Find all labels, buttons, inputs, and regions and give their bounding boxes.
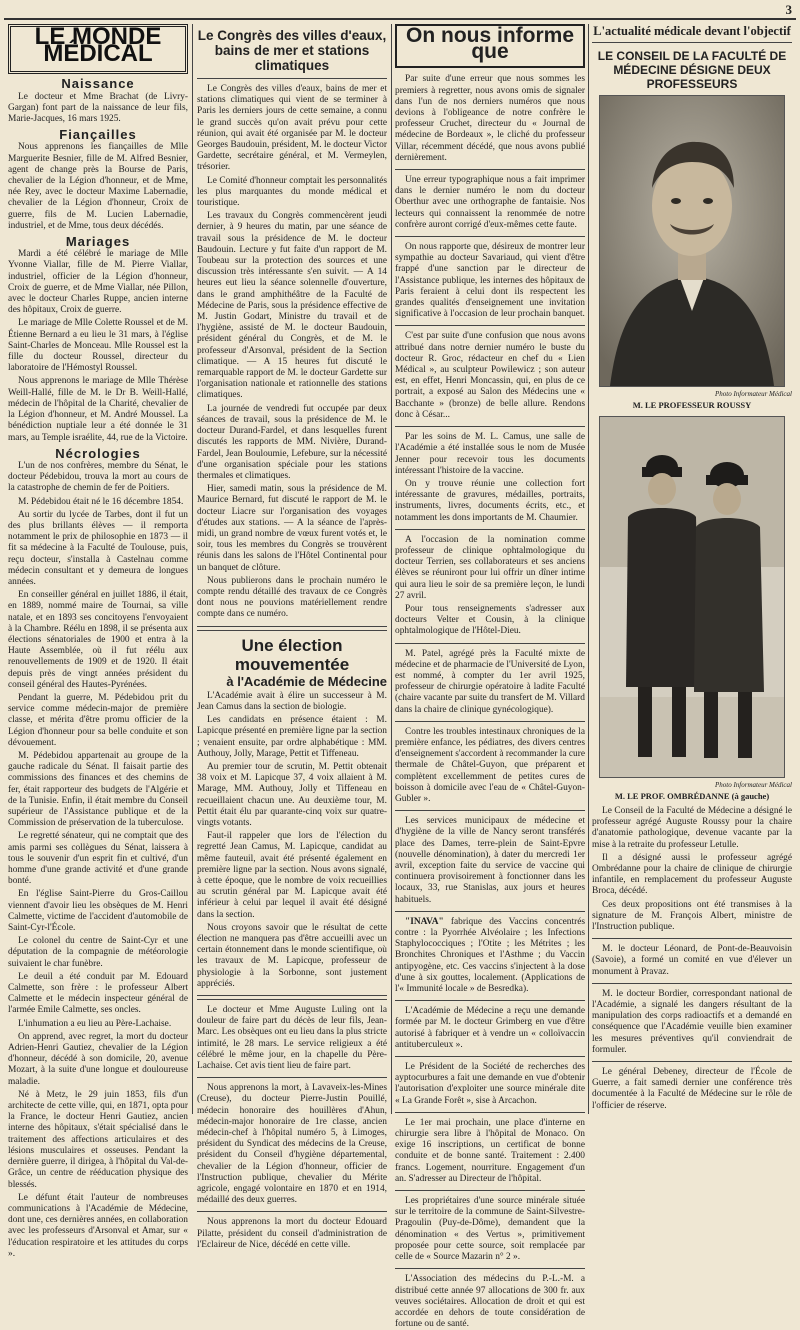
article-paragraph: Le défunt était l'auteur de nombreuses communications à l'Académie de Médecine, dont une, ces dernières années, en collaboration avec les professeurs d'Arsonval et Amar, sur « l'éducation respiratoire et les attitudes du corps ».: [8, 1192, 188, 1259]
column-on-nous-informe: [395, 24, 586, 1330]
divider: [395, 529, 585, 530]
divider: [197, 626, 387, 631]
divider: [395, 721, 585, 722]
article-paragraph: Mardi a été célébré le mariage de Mlle Yvonne Viallar, fille de M. Pierre Viallar, industriel, officier de la Légion d'honneur, Croix de guerre, et de Mme Viallar, née Pillon, avec le docteur Charles Ruppe, ancien interne des hôpitaux, Croix de guerre.: [8, 249, 188, 316]
article-paragraph: M. Pédebidou appartenait au groupe de la gauche radicale du Sénat. Il faisait partie des commissions des finances et des chemins de fer, était rapporteur des budgets de l'Algérie et de la Tunisie. Enfin, il était membre du Conseil supérieur de l'Assistance publique et de la Commission de préservation de la tuberculose.: [8, 750, 188, 829]
news-item: Par suite d'une erreur que nous sommes les premiers à regretter, nous avons omis de signaler dans l'un de nos derniers numéros que nous devions à l'obligeance de notre confrère le professeur Cruchet, directeur du « Journal de médecine de Bordeaux », le cliché du professeur Villar, récemment décédé, que nous avons publié dernièrement.: [395, 74, 585, 163]
news-item: Les propriétaires d'une source minérale située sur le territoire de la commune de Saint-Silvestre-Pragoulin (Puy-de-Dôme), demandent que la dénomination « des Vertus », primitivement proposée pour cette source, soit remplacée par celle de « Source Mazarin n° 2 ».: [395, 1196, 585, 1263]
section-heading-necrologies: Nécrologies: [55, 445, 141, 461]
ombredanne-street-photo: [599, 416, 785, 778]
divider: [395, 1056, 585, 1057]
divider: [197, 78, 387, 79]
article-paragraph: Le colonel du centre de Saint-Cyr et une députation de la compagnie de météorologie suivaient le char funèbre.: [8, 936, 188, 969]
article-paragraph: En conseiller général en juillet 1886, il était, en 1889, nommé maire de Tournai, sa ville natale, et en 1893 ses concitoyens l'envoyaient à la Chambre. Réélu en 1898, il se présenta aux élections sénatoriales de 1900 et entra à la Haute Assemblée, où il fut réélu aux renouvellements de 1909 et de 1920. Il était depuis près de vingt années président du conseil général des Hautes-Pyrénées.: [8, 590, 188, 690]
election-headline: Une élection mouvementée: [234, 635, 350, 674]
conseil-headline: LE CONSEIL DE LA FACULTÉ DE MÉDECINE DÉSIGNE DEUX PROFESSEURS: [597, 49, 787, 92]
column-rule: [391, 24, 392, 1114]
article-paragraph: En l'église Saint-Pierre du Gros-Caillou viennent d'avoir lieu les obsèques de M. Henri Calmette, victime de l'accident d'automobile de Saint-Cyr-l'École.: [8, 889, 188, 934]
article-paragraph: M. Pédebidou était né le 16 décembre 1854.: [18, 496, 184, 507]
article-paragraph: Faut-il rappeler que lors de l'élection du regretté Jean Camus, M. Lapicque, candidat au même fauteuil, avait été présenté également en première ligne par la section. Nous avons signalé, à cette époque, que le nombre de voix recueillies au scrutin général par M. Lapicque avait été inférieur à celui par lequel il avait été désigné dans la section.: [197, 831, 387, 920]
article-paragraph: Le deuil a été conduit par M. Edouard Calmette, son frère : le professeur Albert Calmette et le médecin inspecteur général de l'armée Emile Calmette, ses oncles.: [8, 971, 188, 1016]
divider: [395, 325, 585, 326]
divider: [592, 983, 792, 984]
photo-caption-ombredanne: M. LE PROF. OMBRÉDANNE (à gauche): [614, 790, 770, 801]
news-item: Le Président de la Société de recherches des ayptocurbures a fait une demande en vue d'obtenir l'autorisation d'exploiter une source minérale dite « La Grande Forêt », sise à Arcachon.: [395, 1062, 585, 1106]
article-paragraph: Le Congrès des villes d'eaux, bains de mer et stations climatiques qui vient de se terminer à Paris les derniers jours de cette semaine, a connu le grand succès qu'on avait prévu pour cette réunion, qui avait été organisée par M. le docteur Georges Baudouin, président, M. le docteur Victor Gardette, secrétaire général, et M. Vermeylen, trésorier.: [197, 84, 387, 173]
news-item: C'est par suite d'une confusion que nous avons attribué dans notre dernier numéro le buste du docteur R. Groc, rédacteur en chef du « Lien Médical », au sculpteur Powilewicz ; son auteur est, en effet, Henri Moncassin, qui, en plus de ce portrait, a exposé au Salon des Médecins une « Bacchante » (bronze) de belle allure. Rendons donc à César...: [395, 331, 585, 420]
page-number: 3: [785, 2, 792, 17]
article-paragraph: Le Conseil de la Faculté de Médecine a désigné le professeur agrégé Auguste Roussy pour la chaire d'anatomie pathologique, devenue vacante par la mise à la retraite du professeur Letulle.: [592, 806, 792, 850]
article-paragraph: M. le docteur Bordier, correspondant national de l'Académie, a signalé les dangers résultant de la manipulation des corps radioactifs et a demandé en conséquence que l'Académie veuille bien examiner les mesures préventives qu'il conviendrait de formuler.: [592, 988, 792, 1055]
roussy-portrait-photo: [599, 95, 785, 387]
news-item: On y trouve réunie une collection fort intéressante de gravures, médailles, portraits, instruments, livres, documents écrits, etc., et notamment les dons importants de M. Chaumier.: [395, 478, 585, 523]
inava-advert: [395, 917, 585, 995]
street-illustration: [600, 417, 784, 777]
article-paragraph: On apprend, avec regret, la mort du docteur Adrien-Henri Gautiez, chevalier de la Légion d'honneur, décédé à son domicile, 20, avenue Mozart, à la suite d'une longue et douloureuse maladie.: [8, 1031, 188, 1087]
divider: [395, 911, 585, 912]
article-paragraph: Nous publierons dans le prochain numéro le compte rendu détaillé des travaux de ce Congrès dont nous ne pouvions matériellement rendre compte dans ce numéro.: [197, 575, 387, 620]
photo-caption-roussy: M. LE PROFESSEUR ROUSSY: [632, 400, 752, 411]
article-paragraph: Nous apprenons la mort du docteur Edouard Pilatte, président du conseil d'administration de l'Eclaireur de Nice, décédé en cette ville.: [197, 1217, 387, 1250]
divider: [197, 1211, 387, 1212]
divider: [592, 42, 792, 43]
article-paragraph: Nous apprenons la mort, à Lavaveix-les-Mines (Creuse), du docteur Pierre-Justin Pouillé, médecin honoraire des houillères d'Ahun, médecin-major honoraire de 1re classe, ancien médecin-chef à l'hôpital numéro 5, à Limoges, président du Syndicat des médecins de la Creuse, président du Conseil d'hygiène départemental, chevalier de la Légion d'honneur, officier de l'Instruction publique, chevalier du Mérite agricole, engagé volontaire en 1870 et en 1914, médaillé des deux guerres.: [197, 1083, 387, 1206]
divider: [395, 236, 585, 237]
article-paragraph: Pendant la guerre, M. Pédebidou prit du service comme médecin-major de première classe, et mérita d'être promu officier de la Légion d'honneur pour sa belle conduite et son dévouement.: [8, 692, 188, 748]
article-paragraph: Nous apprenons le mariage de Mlle Thérèse Weill-Hallé, fille de M. le Dr B. Weill-Hallé, médecin de l'hôpital de la Charité, chevalier de la Légion d'honneur, et M. André Moussel. La bénédiction nuptiale leur a été donnée le 31 mars, au Temple israélite, 44, rue de la Victoire.: [8, 376, 188, 443]
divider: [395, 643, 585, 644]
informe-header-box: [395, 24, 585, 68]
divider: [395, 1268, 585, 1269]
news-item: A l'occasion de la nomination comme professeur de clinique ophtalmologique du docteur Terrien, ses collaborateurs et ses anciens élèves se réuniront pour lui offrir un dîner intime qui aura lieu le soir de sa première leçon, le lundi 27 avril.: [395, 534, 585, 601]
article-paragraph: Il a désigné aussi le professeur agrégé Ombrédanne pour la chaire de clinique de chirurgie infantile, en remplacement du professeur Auguste Broca, décédé.: [592, 852, 792, 897]
column-congres: [197, 24, 387, 1250]
photo-credit: Photo Informateur Médical: [715, 390, 792, 399]
article-paragraph: Le Comité d'honneur comptait les personnalités les plus marquantes du monde médical et touristique.: [197, 175, 387, 209]
article-paragraph: Nous croyons savoir que le résultat de cette élection ne manquera pas d'être accueilli avec un certain étonnement dans le monde scientifique, où les travaux de M. Lapicque, professeur de physiologie à la Sorbonne, sont justement appréciés.: [197, 922, 387, 989]
article-paragraph: Le regretté sénateur, qui ne comptait que des amis parmi ses collègues du Sénat, laissera à tous le souvenir d'un esprit fin et cultivé, d'un homme d'une grande activité et d'une grande bonté.: [8, 831, 188, 887]
article-paragraph: Ces deux propositions ont été transmises à la signature de M. François Albert, ministre de l'Instruction publique.: [592, 899, 792, 933]
actualite-title: L'actualité médicale devant l'objectif: [593, 24, 791, 38]
news-item: L'Association des médecins du P.-L.-M. a distribué cette année 97 allocations de 300 fr. aux veuves sociétaires. Allocation de droit et qui est accordée en dehors de toute considération de fortune ou de santé.: [395, 1274, 585, 1330]
article-paragraph: Le docteur et Mme Auguste Luling ont la douleur de faire part du décès de leur fils, Jean-Marc. Les obsèques ont eu lieu dans la plus stricte intimité, le 28 mars. Le service religieux a été célébré le même jour, en la chapelle du Père-Lachaise. Cet avis tient lieu de faire part.: [197, 1005, 387, 1072]
article-paragraph: L'un de nos confrères, membre du Sénat, le docteur Pédebidou, trouva la mort au cours de la catastrophe de chemin de fer de Poitiers.: [8, 460, 188, 494]
informe-title: On nous informe que: [406, 24, 574, 64]
masthead-title: LE MONDE MÉDICAL: [34, 23, 162, 68]
top-rule: [4, 18, 796, 20]
section-heading-naissance: Naissance: [61, 76, 135, 92]
news-item: M. Patel, agrégé près la Faculté mixte de médecine et de pharmacie de l'Université de Lyon, est nommé, à compter du 1er avril 1925, professeur de chirurgie opératoire à ladite Faculté (chaire vacante par suite du transfert de M. Villard dans la chaire de clinique gynécologique).: [395, 648, 585, 715]
column-monde-medical: [8, 23, 188, 1259]
news-item: Pour tous renseignements s'adresser aux docteurs Velter et Cousin, à la clinique ophtalmologique de l'Hôtel-Dieu.: [395, 603, 585, 637]
column-actualite: [592, 24, 792, 1114]
section-heading-fiancailles: Fiançailles: [59, 127, 137, 143]
election-subheadline: à l'Académie de Médecine: [226, 673, 387, 689]
news-item: Par les soins de M. L. Camus, une salle de l'Académie a été installée sous le nom de Musée Jenner pour recevoir tous les documents intéressant l'histoire de la vaccine.: [395, 432, 585, 476]
divider: [395, 426, 585, 427]
photo-credit: Photo Informateur Médical: [715, 780, 792, 789]
news-item: Contre les troubles intestinaux chroniques de la première enfance, les pédiatres, des divers centres d'enseignement s'accordent à recommander la cure thermale de Châtel-Guyon, que préparent et complètent excellemment de petites cures de boisson à domicile avec l'eau de « Châtel-Guyon-Gubler ».: [395, 726, 586, 804]
inava-text: fabrique des Vaccins concentrés contre : la Pyorrhée Alvéolaire ; les Infections Staphylococciques ; l'Otite ; les Métrites ; les Bronchites Chroniques et l'Asthme ; du Vaccin antipyogène, etc. Ces vaccins s'injectent à la dose d'une à six gouttes, localement. (Applications de l'« Immunité locale » de Besredka).: [395, 916, 586, 995]
divider: [592, 1061, 792, 1062]
fiancailles-text: Nous apprenons les fiançailles de Mlle Marguerite Besnier, fille de M. Alfred Besnier, agent de change près la Bourse de Paris, chevalier de la Légion d'honneur, et de Mme, née Rey, avec le docteur Maxime Labernadie, chevalier de la Légion d'honneur, Croix de guerre, fils de M. Lucien Labernadie, industriel, et de Mme, tous deux décédés.: [8, 142, 188, 231]
divider: [592, 938, 792, 939]
news-item: L'Académie de Médecine a reçu une demande formée par M. le docteur Grimberg en vue d'être autorisé à fabriquer et à vendre un « colloïvaccin antituberculeux ».: [395, 1006, 585, 1050]
article-paragraph: Né à Metz, le 29 juin 1853, fils d'un architecte de cette ville, qui, en 1871, opta pour la France, le docteur Henri Gautiez, ancien interne des hôpitaux, s'était spécialisé dans le traitement des affections articulaires et des lésions musculaires et osseuses. Pendant la dernière guerre, il dirigea, à l'hôpital du Val-de-Grâce, un centre de rééducation physique des blessés.: [8, 1089, 188, 1190]
article-paragraph: M. le docteur Léonard, de Pont-de-Beauvoisin (Savoie), a formé un comité en vue d'élever un monument à Pravaz.: [592, 944, 792, 977]
article-paragraph: Hier, samedi matin, sous la présidence de M. Maurice Bernard, fut discuté le rapport de M. le docteur Liacre sur l'organisation des voyages d'études aux stations. — A la séance de l'après-midi, un grand nombre de vœux furent votés et, le soir, tous les membres du Congrès se trouvèrent réunis dans les salons de l'Hôtel Continental pour un banquet de clôture.: [197, 484, 387, 573]
divider: [395, 1112, 585, 1113]
inava-brand: "INAVA": [405, 916, 444, 927]
divider: [395, 1190, 585, 1191]
section-heading-mariages: Mariages: [65, 234, 131, 250]
divider: [395, 1000, 585, 1001]
article-paragraph: Les candidats en présence étaient : M. Lapicque présenté en première ligne par la section ; venaient ensuite, par ordre alphabétique : MM. Authouy, Jolly, Marage, Pettit et Tiffeneau.: [197, 715, 387, 759]
article-paragraph: Le mariage de Mlle Colette Roussel et de M. Étienne Bernard a eu lieu le 31 mars, à l'église Saint-Charles de Monceau. Mlle Roussel est la fille du docteur Roussel, directeur du laboratoire de l'Hémostyl Roussel.: [8, 318, 188, 374]
divider: [395, 169, 585, 170]
article-paragraph: Au premier tour de scrutin, M. Pettit obtenait 38 voix et M. Lapicque 37, 4 voix allaient à M. Marage, MM. Authouy, Jolly et Tiffeneau en recueillaient chacun une. Au deuxième tour, M. Pettit était élu par quarante-cinq voix sur quatre-vingts votants.: [197, 761, 387, 828]
article-paragraph: L'inhumation a eu lieu au Père-Lachaise.: [18, 1018, 172, 1029]
news-item: Une erreur typographique nous a fait imprimer dans le dernier numéro le nom du docteur Oberthur avec une orthographe de fantaisie. Nos lecteurs qui connaissent la renommée de notre confrère auront corrigé d'eux-mêmes cette faute.: [395, 175, 585, 230]
article-paragraph: Les travaux du Congrès commencèrent jeudi dernier, à 9 heures du matin, par une séance de travail sous la présidence de M. le docteur Baudouin. Lecture y fut faite d'un rapport de M. Toubeau sur la protection des sources et une discussion très intéressante s'en suivit. — A 14 heures eut lieu la séance solennelle d'ouverture, dans le grand amphithéâtre de la Faculté de Médecine de Paris, sous la présidence effective de M. Justin Godart, Ministre du travail et de l'hygiène, assisté de M. le docteur Baudouin, président général du Congrès, et de M. le professeur d'Arsonval, président de la Section climatique. — A 15 heures fut discuté le remarquable rapport de M. le docteur Gardette sur l'organisation nationale et rationnelle des stations climatiques.: [197, 211, 387, 401]
column-rule: [192, 24, 193, 1114]
article-paragraph: Au sortir du lycée de Tarbes, dont il fut un des plus brillants élèves — il remporta notamment le prix de philosophie en 1873 — il fit sa médecine à la Faculté de Toulouse, puis, reçu docteur, s'installa à Castelnau comme médecin consultant et y demeura de longues années.: [8, 509, 188, 587]
article-paragraph: La journée de vendredi fut occupée par deux séances de travail, sous la présidence de M. le docteur Durand-Fardel, et dans lesquelles furent discutés les rapports de MM. Nivière, Durand-Fardel, Jean Bouloumie, Lefebure, sur la nécessité d'une organisation spéciale pour les stations thermales et climatiques.: [197, 403, 387, 481]
news-item: Le 1er mai prochain, une place d'interne en chirurgie sera libre à l'hôpital de Monaco. On exige 16 inscriptions, un certificat de bonne conduite et de bonne santé. Traitement : 2.400 francs. Logement, nourriture. Engagement d'un an. S'adresser au Directeur de l'hôpital.: [395, 1117, 585, 1184]
naissance-text: Le docteur et Mme Brachat (de Livry-Gargan) font part de la naissance de leur fils, Marie-Jacques, 16 mars 1925.: [8, 91, 188, 125]
news-item: Les services municipaux de médecine et d'hygiène de la ville de Nancy seront transférés place des Dames, terre-plein de Saint-Epvre (nouvelle dénomination), à dater du mercredi 1er avril, exception faite du service de vaccine qui continuera provisoirement à fonctionner dans les locaux, 33, rue Stanislas, aux jours et heures habituels.: [395, 816, 585, 905]
divider: [197, 995, 387, 1000]
divider: [395, 810, 585, 811]
congres-headline: Le Congrès des villes d'eaux, bains de mer et stations climatiques: [197, 28, 387, 73]
news-item: On nous rapporte que, désireux de montrer leur sympathie au docteur Savariaud, qui vient d'être frappé d'une sanction par le directeur de l'Assistance publique, les internes des hôpitaux de Paris feraient à celui dont ils respectent les grandes qualités d'enseignement une invitation significative à l'occasion de leur prochain banquet.: [395, 242, 585, 320]
column-rule: [588, 24, 589, 1114]
portrait-illustration: [600, 96, 784, 386]
masthead-box: [8, 24, 188, 74]
article-paragraph: Le général Debeney, directeur de l'École de Guerre, a fait samedi dernier une conférence très documentée à la Faculté de Médecine sur le rôle de l'officier de réserve.: [592, 1067, 792, 1111]
article-paragraph: L'Académie avait à élire un successeur à M. Jean Camus dans la section de biologie.: [197, 690, 387, 712]
divider: [197, 1077, 387, 1078]
